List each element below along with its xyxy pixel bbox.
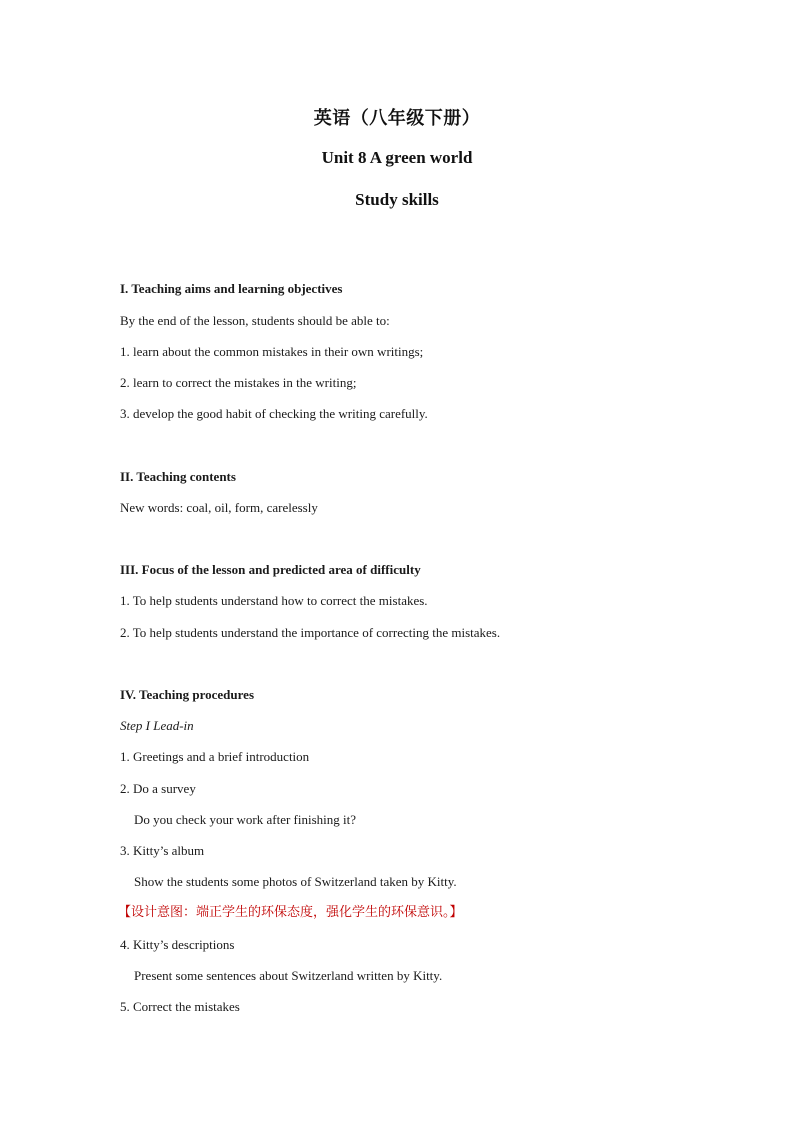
procedure-item-5: 5. Correct the mistakes — [120, 999, 240, 1014]
lesson-title: Study skills — [355, 190, 439, 209]
section-heading-procedures: IV. Teaching procedures — [120, 687, 255, 702]
procedure-item-4: 4. Kitty’s descriptions — [120, 937, 235, 952]
procedure-item-3-detail: Show the students some photos of Switzerland taken by Kitty. — [134, 874, 457, 889]
section-heading-contents: II. Teaching contents — [120, 469, 236, 484]
step-1-label: Step I Lead-in — [120, 718, 194, 733]
procedure-item-3: 3. Kitty’s album — [120, 843, 205, 858]
new-words: New words: coal, oil, form, carelessly — [120, 500, 318, 515]
aims-item-2: 2. learn to correct the mistakes in the writing; — [120, 375, 357, 390]
design-intent-note: 【设计意图：端正学生的环保态度，强化学生的环保意识。】 — [118, 905, 463, 920]
procedure-item-4-detail: Present some sentences about Switzerland written by Kitty. — [134, 968, 443, 983]
focus-item-1: 1. To help students understand how to correct the mistakes. — [120, 593, 428, 608]
procedure-item-2-detail: Do you check your work after finishing it? — [134, 812, 357, 827]
aims-item-1: 1. learn about the common mistakes in their own writings; — [120, 344, 424, 359]
section-heading-focus: III. Focus of the lesson and predicted area of difficulty — [120, 562, 421, 577]
focus-item-2: 2. To help students understand the importance of correcting the mistakes. — [120, 625, 501, 640]
unit-title: Unit 8 A green world — [321, 148, 473, 167]
procedure-item-1: 1. Greetings and a brief introduction — [120, 749, 310, 764]
aims-intro: By the end of the lesson, students should be able to: — [120, 313, 390, 328]
subject-title: 英语（八年级下册） — [313, 108, 481, 129]
aims-item-3: 3. develop the good habit of checking the writing carefully. — [120, 406, 428, 421]
procedure-item-2: 2. Do a survey — [120, 781, 196, 796]
section-heading-aims: I. Teaching aims and learning objectives — [120, 281, 343, 296]
